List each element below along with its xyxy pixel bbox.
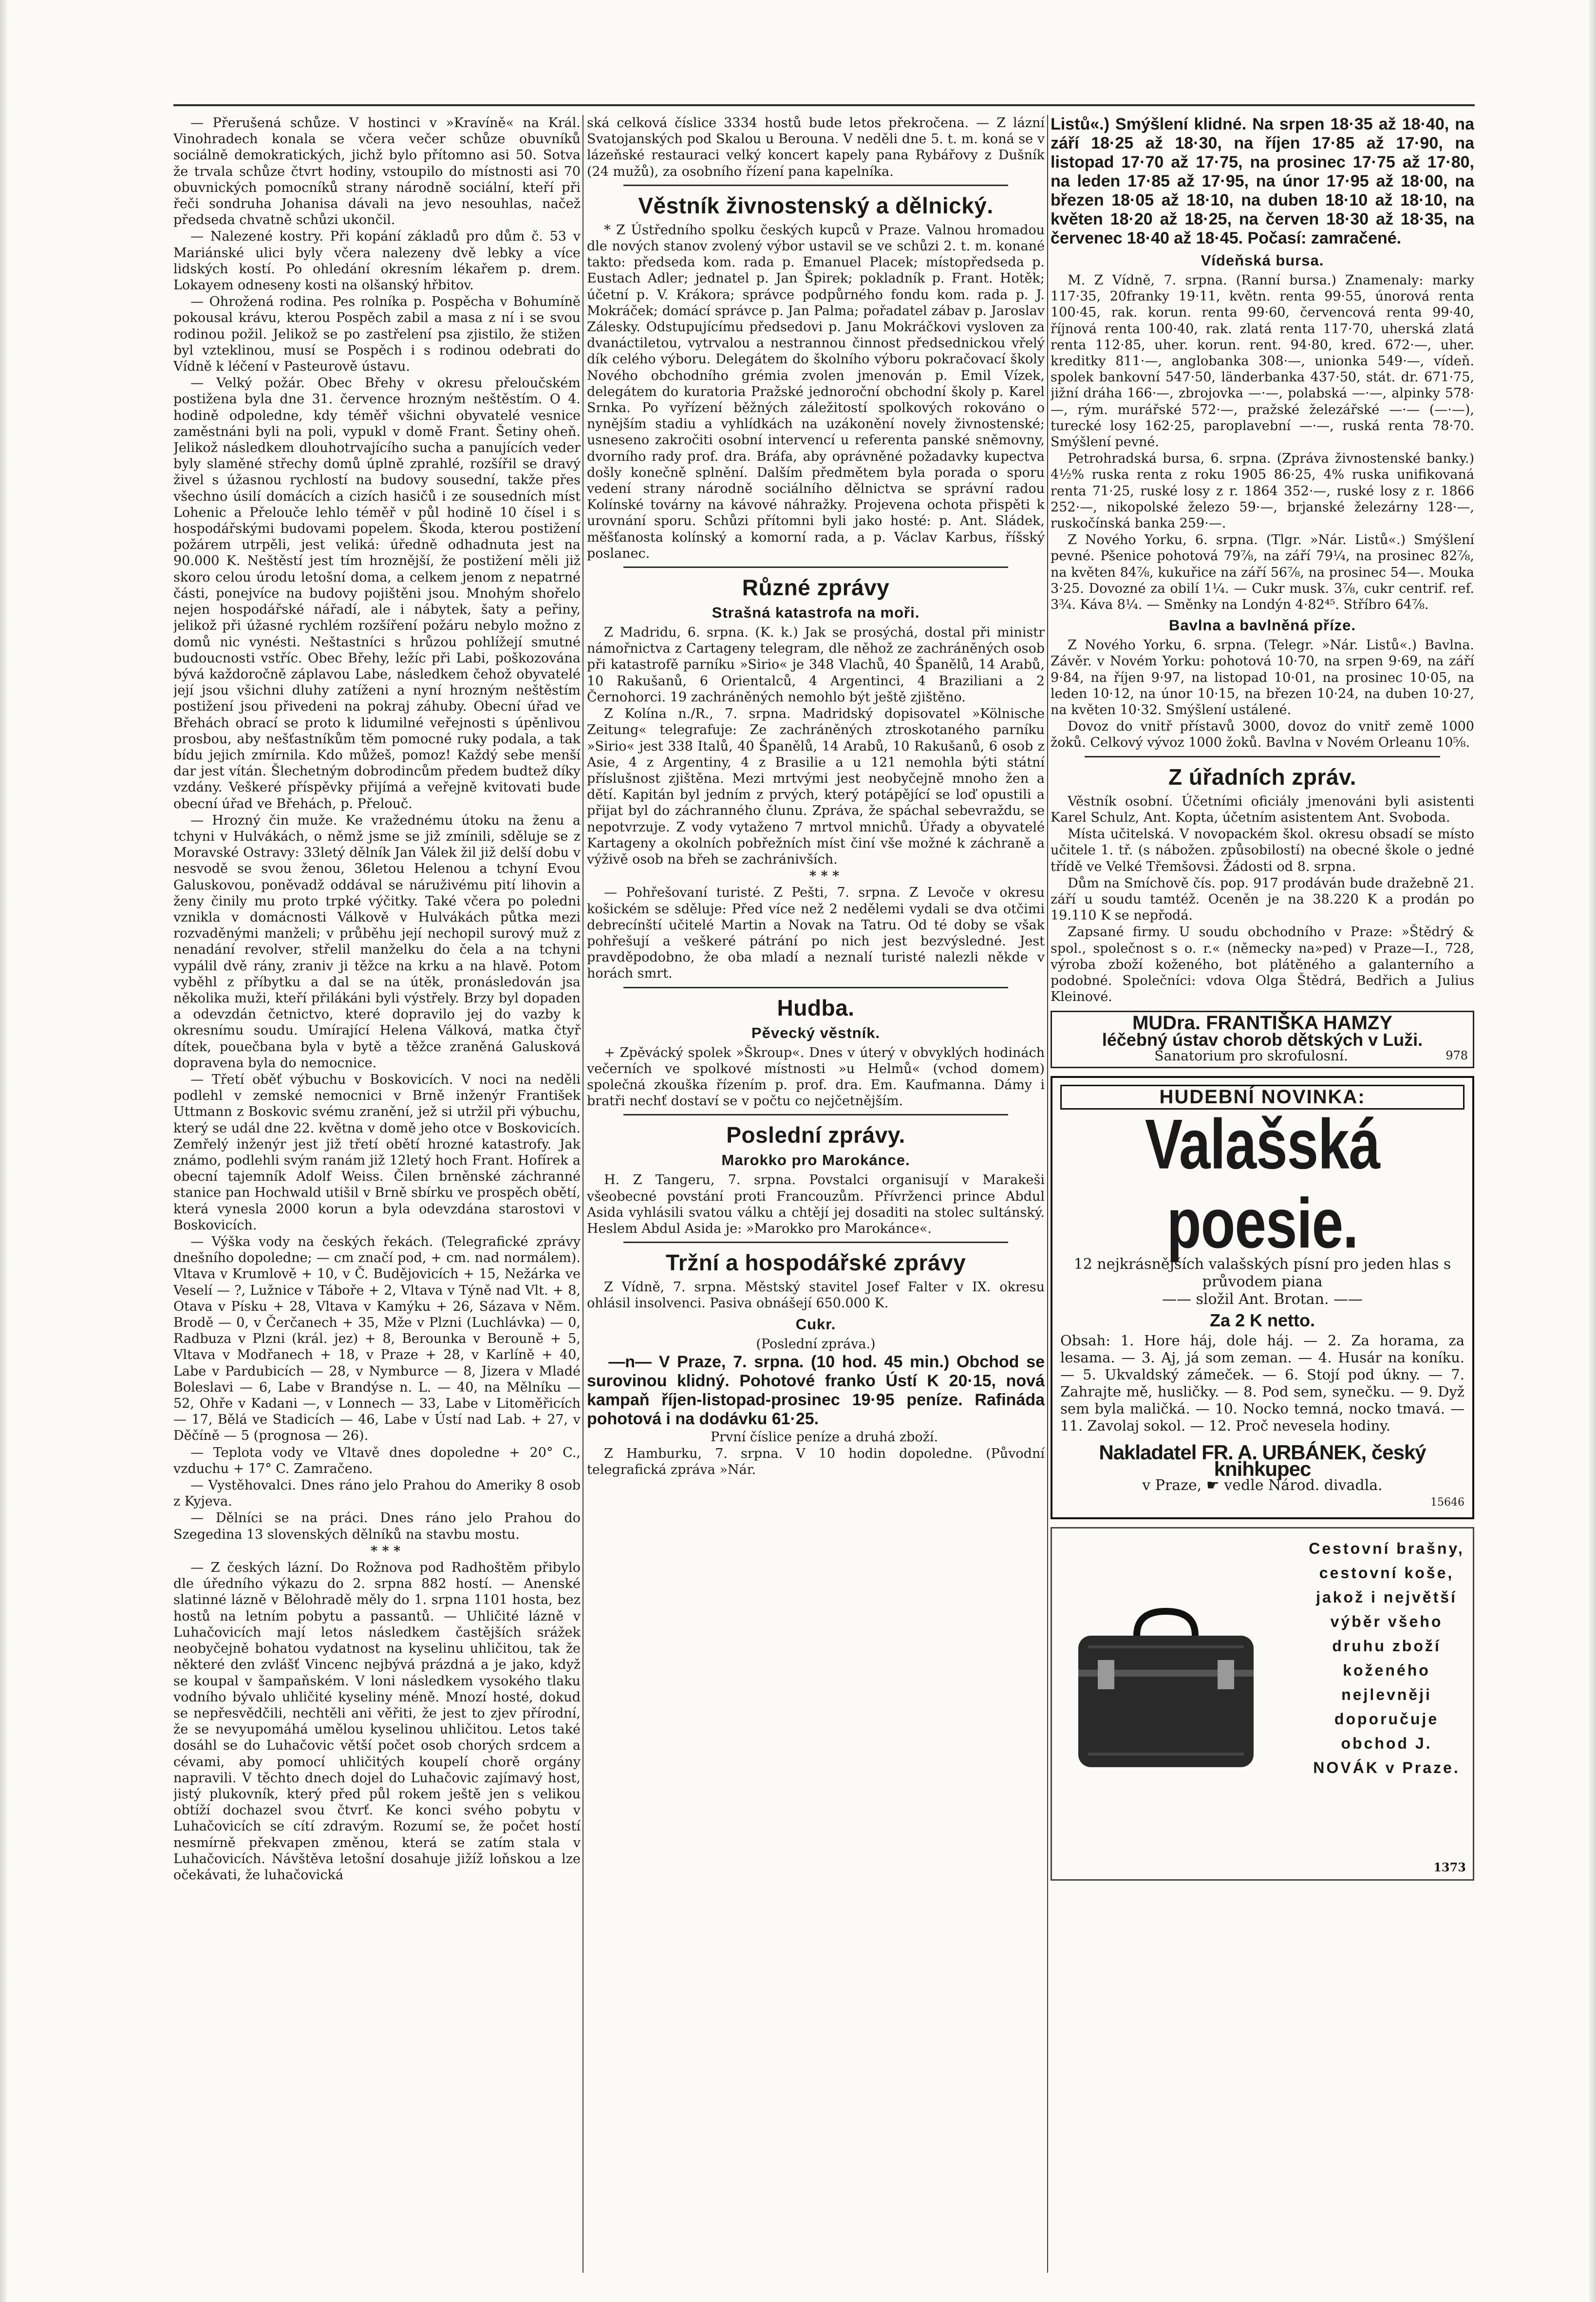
ad-novinka-composer: —— složil Ant. Brotan. —— (1162, 1291, 1363, 1308)
article-vestnik-osobni: Věstník osobní. Účetními oficiály jmenováni byli asistenti Karel Schulz, Ant. Kopta, účetním asistentem Ant. Svoboda. (1051, 793, 1474, 825)
article-spolek-kupcu: * Z Ústředního spolku českých kupců v Praze. Valnou hromadou dle nových stanov zvolený výbor ustavil se ve schůzi 2. t. m. konané takto: předseda kom. rada p. Emanuel Placek; místopředseda p. Eustach Adler; jednatel p. Jan Špirek; pokladník p. Frant. Hotěk; účetní p. V. Krákora; správce podpůrného fondu kom. rada p. J. Mokráček; domácí správce p. Jan Palma; pořadatel zábav p. Jaroslav Zálesky. Odstupujícímu předsedovi p. Janu Mokráčkovi vysloven za dvanáctiletou, vytrvalou a nestrannou činnost předsednickou vřelý dík celého výboru. Delegátem do školního výboru pokračovací školy Nového obchodního grémia zvolen jmenován p. Emil Vízek, delegátem do kuratoria Pražské jednoroční obchodní školy p. Karel Srnka. Po vyřízení běžných záležitostí spolkových rokováno o nynějším stadiu a vyhlídkách na uzákonění novely živnostenské; usneseno zakročiti osobní intervencí u referenta panské sněmovny, dvorního rady prof. dra. Bráfa, aby oprávněné požadavky kupectva došly konečně splnění. Dalším předmětem byla porada o sporu vedení strany národně sociálního dělnictva se správní radou Kolínské továrny na kávové náhražky. Projevena ochota přispěti k urovnání sporu. Schůzi přítomni byli jako hosté: p. Ant. Sládek, měšťanosta kolínský a komorní rada, a p. Václav Karbus, říšský poslanec. (587, 222, 1045, 561)
divider (623, 987, 1008, 988)
ad-novinka-address: v Praze, ☛ vedle Národ. divadla. (1142, 1476, 1383, 1494)
ad-novinka-description: 12 nejkrásnějších valašských písní pro jeden hlas s průvodem piana (1073, 1256, 1451, 1291)
column-rule (582, 115, 583, 2273)
article-ceske-lazne: — Z českých lázní. Do Rožnova pod Radhoštěm přibylo dle úředního výkazu do 2. srpna 882 hostí. — Anenské slatinné lázně v Bělohradě měly do 1. srpna 1101 hosta, bez hostů na letním pobytu a passantů. — Uhličité lázně v Luhačovicích mají letos následkem častějších srážek neobyčejně bohatou vydatnost na kyselinu uhličitou, tak že některé den zvlášť Vincenc nejbývá prázdná a je jako, když se koupal v šampaňském. V loni následkem vysokého tlaku vodního bývalo uhličité kyseliny méně. Mnozí hosté, dokud se nepřesvědčili, nechtěli ani věřiti, že jest to zjev přírodní, že se nevyupomáhá umělou kyselinou uhličitou. Letos také dosáhl se do Luhačovic větší počet osob chorých srdcem a cévami, aby pomocí uhličitých koupelí chorě orgány napravili. V těchto dnech dojel do Luhačovic zajímavý host, jistý plukovník, který před půl rokem ještě jen s velikou obtíží dochazel svou čtvrť. Ke konci svého pobytu v Luhačovicích se cítí zdravým. Rozumí se, že počet hostí nesmírně překvapen změnou, která se zatím stala v Luhačovicích. Návštěva letošní dosahuje jižíž loňskou a lze očekávati, že luhačovická (173, 1560, 581, 1883)
article-lazne-continued: ská celková číslice 3334 hostů bude letos překročena. — Z lázní Svatojanských pod Skalou u Berouna. V neděli dne 5. t. m. koná se v lázeňské restauraci velký koncert kapely pana Rybářovy z Dušník (24 mužů), za osobního řízení pana kapelníka. (587, 115, 1045, 179)
subtitle-cukr: Cukr. (795, 1315, 836, 1333)
article-falter: Z Vídně, 7. srpna. Městský stavitel Josef Falter v IX. okresu ohlásil insolvenci. Pasiva obnášejí 650.000 K. (587, 1280, 1045, 1311)
subtitle-katastrofa: Strašná katastrofa na moři. (712, 604, 920, 622)
article-videnska-bursa: M. Z Vídně, 7. srpna. (Ranní bursa.) Znamenaly: marky 117·35, 20franky 19·11, květn. renta 99·55, únorová renta 100·45, rak. korun. renta 99·60, červencová renta 99·40, říjnová renta 100·40, rak. zlatá renta 117·70, uherská zlatá renta 112·85, uher. korun. rent. 94·80, kred. 672·—, uher. kreditky 811·—, anglobanka 308·—, unionka 549·—, vídeň. spolek bankovní 547·50, länderbanka 437·50, stát. dr. 671·75, jižní dráha 166·—, zbrojovka —·—, polabská —·—, alpinky 578·—, rým. murářské 572·—, pražské železářské —·— (—·—), turecké losy 162·25, paroplavební —·—, ruská renta 78·70. Smýšlení pevné. (1051, 273, 1474, 450)
divider (623, 1114, 1008, 1115)
section-stars: * * * (370, 1543, 401, 1559)
article-treti-obet: — Třetí oběť výbuchu v Boskovicích. V noci na neděli podlehl v zemské nemocnici v Brně inženýr František Uttmann z Boskovic svému zranění, jež si utržil při výbuchu, který se udál dne 22. května v domě jeho otce v Boskovicích. Zemřelý inženýr jest již třetí obětí hrozné katastrofy. Jak známo, podlehli svým ranám již 12letý hoch Frant. Hofírek a obecní tajemník Adolf Weiss. Čilen brněnské záchranné stanice pan Hochwald utišil v Brně sbírku ve prospěch obětí, která vynesla 2000 korun a byla odevzdána starostovi v Boskovicích. (173, 1072, 581, 1233)
ad-hamza-name: MUDra. FRANTIŠKA HAMZY (1132, 1012, 1393, 1034)
section-title-posledni: Poslední zprávy. (726, 1122, 905, 1148)
article-velky-pozar: — Velký požár. Obec Břehy v okresu přeloučském postižena byla dne 31. července hrozným neštěstím. O 4. hodině odpoledne, kdy téměř všichni obyvatelé vesnice zaměstnáni byli na poli, vypukl v domě Frant. Šetiny oheň. Jelikož následkem dlouhotrvajícího sucha a panujících veder byly slaměné střechy domů úplně zprahlé, rozšířil se dravý živel s úžasnou rychlostí na budovy sousední, takže přes všechno úsilí domácích a cizích hasičů i ze sousedních míst Lohenic a Přelouče lehlo téměř v půl hodině 10 čísel i s hospodářskými budovami popelem. Škoda, kterou postižení požárem utrpěli, jest veliká: úředně odhadnuta jest na 90.000 K. Neštěstí jest tím hroznější, že postižení měli již skoro celou úrodu letošní doma, a celkem jenom z nepatrné části, ponejvíce na budovy pojištěni jsou. Mnohým shořelo nejen hospodářské nářadí, ale i nábytek, šaty a peřiny, jelikož při úžasné rychlém rozšíření požáru nebylo možno z domů nic vynésti. Neštastníci s hrůzou pohlížejí smutné budoucnosti vstříc. Obec Břehy, ležíc při Labi, poškozována bývá každoročně záplavou Labe, následkem čehož obyvatelé její jsou všichni dluhy zatíženi a nyní hrozným neštěstím postižení jsou přivedeni na pokraj záhuby. Obecní úřad ve Břehách obrací se proto k lidumilné veřejnosti s úpěnlivou prosbou, aby nešťastníkům těm pomocné ruky podala, a tak bídu jejich zmírnila. Kdo můžeš, pomoz! Každý sebe menší dar jest vítán. Šlechetným dobrodincům předem budtež díky vzdány. Veškeré příspěvky přijímá a veřejně kvitovati bude obecní úřad ve Břehách, p. Přelouč. (173, 376, 581, 811)
suitcase-icon (1069, 1602, 1263, 1777)
article-kolin: Z Kolína n./R., 7. srpna. Madridský dopisovatel »Kölnische Zeitung« telegrafuje: Ze zachráněných ztroskotaného parníku »Sirio« jest 338 Italů, 40 Španělů, 14 Arabů, 10 Rakušanů, 6 osob z Asie, 4 z Argentiny, 4 z Brasilie a u 121 nemohla býti státní příslušnost zjištěna. Mezi mrtvými jest neobyčejně mnoho žen a dětí. Kapitán byl jedním z prvých, který potápějící se loď opustili a přijat byl do záchranného člunu. Zpráva, že spáchal sebevraždu, se nepotvrzuje. Z vody vytaženo 7 mrtvol mnichů. Úřady a obyvatelé Kartageny a okolních pobřežních míst činí vše možné k záchraně a výživě osob na břeh se zachránivších. (587, 706, 1045, 867)
article-petrohrad: Petrohradská bursa, 6. srpna. (Zpráva živnostenské banky.) 4½% ruska renta z roku 1905 86·25, 4% ruska unifikovaná renta 71·25, ruské losy z r. 1864 352·—, ruské losy z r. 1866 252·—, nikopolské železo 59·—, brjanské železárny 128·—, ruskočínská banka 259·—. (1051, 451, 1474, 531)
divider (1085, 756, 1441, 757)
article-cukr-praha: —n— V Praze, 7. srpna. (10 hod. 45 min.) Obchod se surovinou klidný. Pohotové franko Ústí K 20·15, nová kampaň říjen-listopad-prosinec 19·95 peníze. Rafináda pohotová i na dodávku 61·25. (587, 1352, 1045, 1428)
ad-novak-text: Cestovní brašny, cestovní koše, jakož i největší výběr všeho druhu zboží koženého nejlevněji doporučuje obchod J. NOVÁK v Praze. (1309, 1539, 1465, 1776)
scan-edge-right (1589, 0, 1596, 2302)
ad-novinka-contents: Obsah: 1. Hore háj, dole háj. — 2. Za horama, za lesama. — 3. Aj, já som zeman. — 4. Husár na koníku. — 5. Ukvaldský zámeček. — 6. Stojí pod úkny. — 7. Zahrajte mě, husličky. — 8. Pod sem, synečku. — 9. Dyž sem byla maličká. — 10. Nocko temná, nocko tmavá. — 11. Zavolaj sokol. — 12. Proč nevesela hodiny. (1060, 1332, 1465, 1434)
ad-valasska-poesie (1051, 1076, 1474, 1519)
article-teplota-vody: — Teplota vody ve Vltavě dnes dopoledne + 20° C., vzduchu + 17° C. Zamračeno. (173, 1445, 581, 1476)
divider (623, 185, 1008, 186)
article-vystehovalci: — Vystěhovalci. Dnes ráno jelo Prahou do Ameriky 8 osob z Kyjeva. (173, 1478, 581, 1510)
section-title-trzni: Tržní a hospodářské zprávy (665, 1250, 966, 1276)
article-bavlna: Z Nového Yorku, 6. srpna. (Telegr. »Nár. Listů«.) Bavlna. Závěr. v Novém Yorku: pohotová 10·70, na srpen 9·69, na září 9·84, na říjen 9·97, na listopad 10·01, na prosinec 10·05, na leden 10·12, na únor 10·15, na březen 10·24, na duben 10·27, na květen 10·32. Smýšlení ustálené. (1051, 638, 1474, 718)
top-rule (173, 104, 1475, 106)
article-vyska-vody: — Výška vody na českých řekách. (Telegrafické zprávy dnešního dopoledne; — cm značí pod, + cm. nad normálem). Vltava v Krumlově + 10, v Č. Budějovicích + 15, Nežárka ve Veselí — ?, Lužnice v Táboře + 2, Vltava v Týně nad Vlt. + 8, Otava v Písku + 28, Vltava v Kamýku + 26, Sázava v Něm. Brodě — 0, v Čerčanech + 35, Mže v Plzni (Luchlávka) — 0, Radbuza v Plzni (král. jez) + 8, Berounka v Berouně + 5, Vltava v Modřanech + 18, v Praze + 28, v Karlíně + 40, Labe v Pardubicích — 28, v Nymburce — 8, Jizera v Mladé Boleslavi — 6, Labe v Brandýse n. L. — 40, na Mělníku — 52, Ohře v Kadani —, v Lonnech — 33, Labe v Litoměřicích — 17, Bělá ve Stadicích — 46, Labe v Ústí nad Lab. + 27, v Děčíně — 5 (prognosa — 26). (173, 1234, 581, 1444)
article-delnici: — Dělníci se na práci. Dnes ráno jelo Prahou do Szegedina 13 slovenských dělníků na stavbu mostu. (173, 1510, 581, 1542)
article-skroup: + Zpěvácký spolek »Škroup«. Dnes v úterý v obvyklých hodinách večerních ve spolkové místnosti »u Helmů« (vchod domem) společná zkouška řízením p. prof. dra. Em. Kaufmanna. Dámy i bratři nechť dostaví se v počtu co nejčetnějším. (587, 1045, 1045, 1109)
ad-novinka-code: 15646 (1430, 1496, 1465, 1509)
section-title-hudba: Hudba. (777, 995, 855, 1020)
article-ohrozena-rodina: — Ohrožená rodina. Pes rolníka p. Pospěcha v Bohumíně pokousal krávu, kterou Pospěch zabil a masa z ní i se svou rodinou požil. Jelikož se po zastřelení psa zjistilo, že stižen byl vzteklinou, musí se Pospěch i s rodinou odebrati do Vídně k léčení v Pasteurově ústavu. (173, 294, 581, 375)
ad-novinka-heading: HUDEBNÍ NOVINKA: (1060, 1085, 1465, 1110)
ad-hamza-sanatorium: Sanatorium pro skrofulosní. (1154, 1047, 1348, 1064)
subtitle-bavlna: Bavlna a bavlněná příze. (1168, 617, 1356, 634)
ad-hamza (1051, 1011, 1474, 1068)
scan-edge-left (0, 0, 7, 2302)
section-title-uradni: Z úřadních zpráv. (1168, 764, 1356, 790)
ad-novak (1051, 1527, 1474, 1881)
cukr-note-heading: (Poslední zpráva.) (756, 1336, 876, 1352)
article-tanger: H. Z Tangeru, 7. srpna. Povstalci organisují v Marakeši všeobecné povstání proti Francouzům. Přívrženci prince Abdul Asida vyhlásili svatou válku a chtějí jej dosaditi na stolec sultánský. Heslem Abdul Asida je: »Marokko pro Marokánce«. (587, 1172, 1045, 1236)
article-hamburk: Z Hamburku, 7. srpna. V 10 hodin dopoledne. (Původní telegrafická zpráva »Nár. (587, 1446, 1045, 1478)
subtitle-pevecky: Pěvecký věstník. (751, 1024, 881, 1041)
section-title-vestnik: Věstník živnostenský a dělnický. (638, 192, 994, 218)
article-zapsane-firmy: Zapsané firmy. U soudu obchodního v Praze: »Štědrý & spol., společnost s o. r.« (německy na»ped) v Praze—I., 728, výroba zboží koženého, bot plátěného a galanterního a podobné. Společníci: vdova Olga Štědrá, Bedřich a Julius Kleinové. (1051, 925, 1474, 1005)
column-left (173, 115, 581, 2268)
ad-novinka-title: Valašská poesie. (1145, 1104, 1380, 1263)
article-hrozny-cin: — Hrozný čin muže. Ke vražednému útoku na ženu a tchyni v Hulvákách, o němž jsme se již zmínili, sděluje se z Moravské Ostravy: 33letý dělník Jan Válek žil již delší dobu v nesvodě se svou ženou, 36letou Helenou a tchyní Evou Galuskovou, poněvadž oddával se náruživému pití lihovin a ženy činily mu proto trpké výčitky. Také včera po poledni vznikla v domácnosti Válkově v Hulvákách půtka mezi rozvaděnými manželi; v průběhu její nechopil surový muž z nenadání revolver, střelil manželku do čela a na tchyni vypálil dvě rány, zraniv ji těžce na krku a na hlavě. Potom vyběhl z příbytku a dal se na útěk, pronásledován jsa několika muži, kteří přilákáni byli výstřely. Brzy byl dopaden a odevzdán četnictvo, které dopravilo jej do vazby k okresnímu soudu. Umírající Helena Válková, matka čtyř dítek, pouečbana byla v bytě a těžce zraněná Galusková dopravena byla do nemocnice. (173, 812, 581, 1071)
ad-novak-code: 1373 (1433, 1860, 1466, 1874)
ad-hamza-institute: léčebný ústav chorob dětských v Luži. (1102, 1029, 1423, 1050)
divider (623, 566, 1008, 568)
article-turiste: — Pohřešovaní turisté. Z Pešti, 7. srpna. Z Levoče v okresu košickém se sděluje: Před více než 2 nedělemi vydali se dva otčimi debrecínští učitelé Martin a Novak na Tatru. Od té doby se však pohřešují a veškeré pátrání po nich jest bezvýsledné. Jest pravděpodobno, že oba mladí a neznalí turisté nalezli někde v horách smrt. (587, 885, 1045, 981)
ad-hamza-subtitle (1057, 1048, 1468, 1064)
ad-novinka-publisher: Nakladatel FR. A. URBÁNEK, český knihkupec (1099, 1441, 1426, 1480)
column-rule (1047, 115, 1048, 2273)
column-middle (587, 115, 1045, 2268)
section-title-ruzne: Různé zprávy (742, 575, 890, 601)
article-new-york: Z Nového Yorku, 6. srpna. (Tlgr. »Nár. Listů«.) Smýšlení pevné. Pšenice pohotová 79⅞, na září 79¼, na prosinec 82⅞, na květen 84⅞, kukuřice na září 56⅞, na prosinec 54—. Mouka 3·25. Dovozné za obilí 1¼. — Cukr musk. 3⅞, cukr centrif. ref. 3¾. Káva 8¼. — Směnky na Londýn 4·82⁴⁵. Stříbro 64⅞. (1051, 532, 1474, 613)
article-hamburk-continued: Listů«.) Smýšlení klidné. Na srpen 18·35 až 18·40, na září 18·25 až 18·30, na říjen 17·85 až 17·90, na listopad 17·70 až 17·75, na prosinec 17·75 až 17·80, na leden 17·85 až 17·95, na únor 17·95 až 18·00, na březen 18·05 až 18·10, na duben 18·10 až 18·10, na květen 18·20 až 18·25, na červen 18·30 až 18·35, na červenec 18·40 až 18·45. Počasí: zamračené. (1051, 115, 1474, 247)
article-mista-ucitelska: Místa učitelská. V novopackém škol. okresu obsadí se místo učitele 1. tř. (s nábožen. způsobilostí) na obecné škole o jedné třídě ve Velké Třemšovsi. Žádosti od 8. srpna. (1051, 827, 1474, 874)
article-bavlna-dovoz: Dovoz do vnitř přístavů 3000, dovoz do vnitř země 1000 žoků. Celkový vývoz 1000 žoků. Bavlna v Novém Orleanu 10⅝. (1051, 719, 1474, 751)
column-right (1051, 115, 1474, 2268)
cukr-footnote: První číslice peníze a druhá zboží. (710, 1429, 939, 1445)
article-prerusena-schuze: — Přerušená schůze. V hostinci v »Kravíně« na Král. Vinohradech konala se včera večer schůze obuvníků sociálně demokratických, jichž bylo přítomno asi 50. Sotva že trvala schůze čtvrt hodiny, vstoupilo do místnosti asi 70 obuvnických pomocníků strany národně sociální, kteří při řeči sondruha Johanisa dávali na jevo nesouhlas, načež předseda chvatně schůzi ukončil. (173, 115, 581, 228)
subtitle-videnska-bursa: Vídeňská bursa. (1201, 252, 1324, 269)
section-stars: * * * (809, 868, 840, 884)
divider (623, 1242, 1008, 1243)
article-nalezene-kostry: — Nalezené kostry. Při kopání základů pro dům č. 53 v Mariánské ulici byly včera nalezeny dvě lebky a více lidských kostí. Po ohledání okresním lékařem p. drem. Lokayem odneseny kosti na olšanský hřbitov. (173, 229, 581, 293)
ad-novinka-price: Za 2 K netto. (1209, 1310, 1315, 1331)
ad-hamza-code: 978 (1446, 1048, 1468, 1062)
subtitle-marokko: Marokko pro Marokánce. (721, 1151, 910, 1169)
article-dum-smichov: Dům na Smíchově čís. pop. 917 prodáván bude dražebně 21. září u soudu tamtéž. Oceněn je na 38.220 K a prodán po 19.110 K se nepřodá. (1051, 875, 1474, 924)
article-madrid: Z Madridu, 6. srpna. (K. k.) Jak se prosýchá, dostal při ministr námořnictva z Cartageny telegram, dle něhož ze zachráněných osob při katastrofě parníku »Sirio« je 348 Vlachů, 40 Španělů, 14 Arabů, 10 Rakušanů, 6 Orientalců, 4 Argentinci, 4 Braziliani a 2 Černohorci. 19 zachráněných nemohlo být ještě zjištěno. (587, 625, 1045, 705)
